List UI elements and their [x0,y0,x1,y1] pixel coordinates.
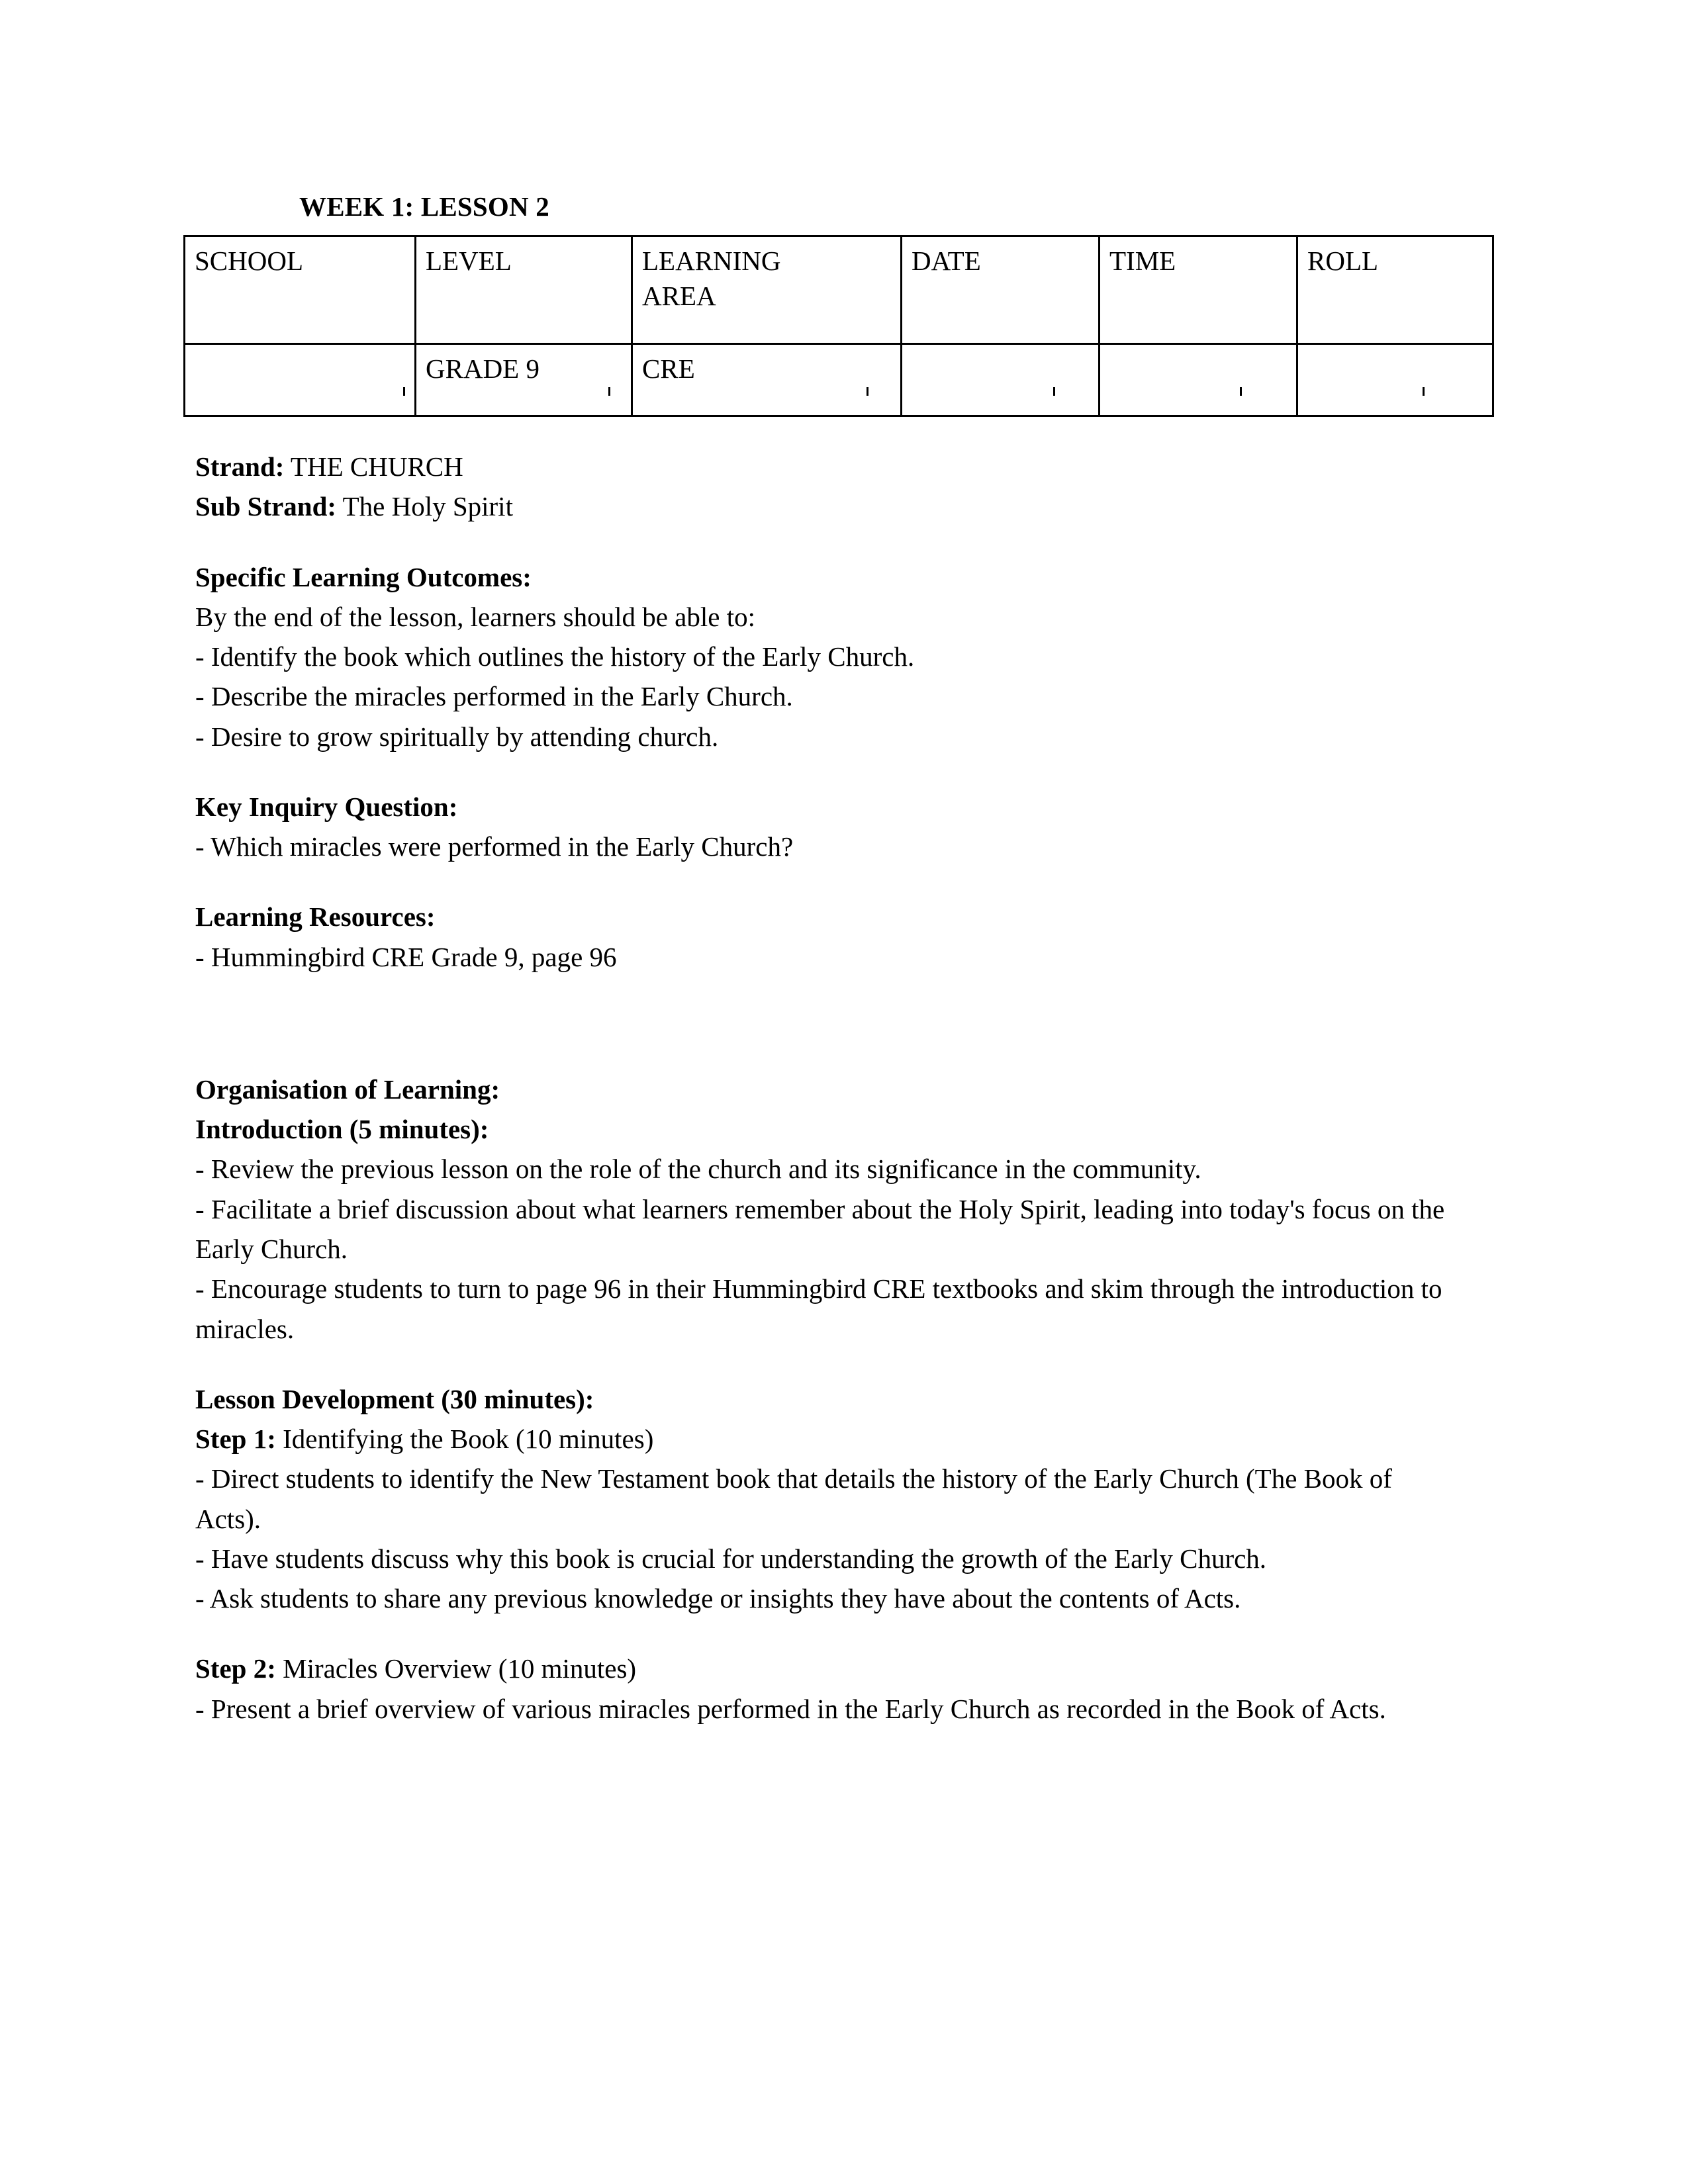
cell-learning-area[interactable]: CRE [632,344,902,416]
column-header-learning-area [632,236,902,344]
cell-time[interactable] [1100,344,1297,416]
list-item: - Direct students to identify the New Testament book that details the history of the Early Church (The Book of Acts). [195,1463,1397,1534]
list-item: - Have students discuss why this book is crucial for understanding the growth of the Early Church. [195,1543,1267,1574]
list-item: - Encourage students to turn to page 96 in their Hummingbird CRE textbooks and skim through the introduction to miracles. [195,1273,1449,1344]
column-header-roll: ROLL [1297,236,1493,344]
list-item: - Hummingbird CRE Grade 9, page 96 [195,941,617,972]
column-header-level: LEVEL [416,236,632,344]
step-2-title: Miracles Overview (10 minutes) [275,1653,637,1684]
sub-strand-label: Sub Strand: [195,491,337,522]
tick-mark [608,387,610,396]
sub-strand-value: The Holy Spirit [336,491,513,522]
cell-level[interactable]: GRADE 9 [416,344,632,416]
organisation-of-learning-heading: Organisation of Learning: [195,1073,500,1105]
spacer [195,977,1446,1069]
spacer [195,756,1446,787]
sub-strand-line [195,486,1446,526]
list-item: - Desire to grow spiritually by attending church. [195,721,719,752]
outcomes-intro: By the end of the lesson, learners should be able to: [195,601,755,632]
table-header-row [185,236,1493,344]
list-item: - Identify the book which outlines the history of the Early Church. [195,641,915,672]
step-2-heading [195,1649,1446,1688]
column-header-date: DATE [902,236,1100,344]
specific-learning-outcomes-heading: Specific Learning Outcomes: [195,561,532,592]
step-1-heading [195,1419,1446,1459]
list-item: - Present a brief overview of various miracles performed in the Early Church as recorded in the Book of Acts. [195,1693,1386,1724]
spacer [195,866,1446,897]
strand-value: THE CHURCH [284,451,463,482]
tick-mark [1423,387,1425,396]
key-inquiry-question-heading: Key Inquiry Question: [195,791,458,822]
step-1-title: Identifying the Book (10 minutes) [275,1424,654,1455]
spacer [195,1618,1446,1649]
column-header-time: TIME [1100,236,1297,344]
cell-school[interactable] [185,344,416,416]
list-item: - Which miracles were performed in the Early Church? [195,831,794,862]
list-item: - Facilitate a brief discussion about what learners remember about the Holy Spirit, leading into today's focus on the Early Church. [195,1193,1452,1264]
strand-label: Strand: [195,451,285,482]
step-2-label: Step 2: [195,1653,276,1684]
spacer [195,1349,1446,1379]
tick-mark [1053,387,1055,396]
tick-mark [403,387,405,396]
spacer [195,527,1446,557]
cell-roll[interactable] [1297,344,1493,416]
step-1-label: Step 1: [195,1424,276,1455]
learning-area-line1: LEARNING [642,246,781,276]
learning-resources-heading: Learning Resources: [195,901,436,933]
tick-mark [183,387,185,396]
cell-date[interactable] [902,344,1100,416]
list-item: - Review the previous lesson on the role of the church and its significance in the community. [195,1154,1201,1185]
table-column-tick-marks [183,387,1425,398]
learning-area-line2: AREA [642,281,716,312]
lesson-development-heading: Lesson Development (30 minutes): [195,1383,594,1414]
introduction-heading: Introduction (5 minutes): [195,1114,489,1145]
column-header-school: SCHOOL [185,236,416,344]
list-item: - Ask students to share any previous knowledge or insights they have about the contents of Acts. [195,1583,1241,1614]
tick-mark [1240,387,1242,396]
tick-mark [867,387,868,396]
page-title: WEEK 1: LESSON 2 [299,191,549,222]
table-row [185,344,1493,416]
document-body [195,447,1452,1729]
strand-line [195,447,1446,486]
list-item: - Describe the miracles performed in the Early Church. [195,681,793,712]
